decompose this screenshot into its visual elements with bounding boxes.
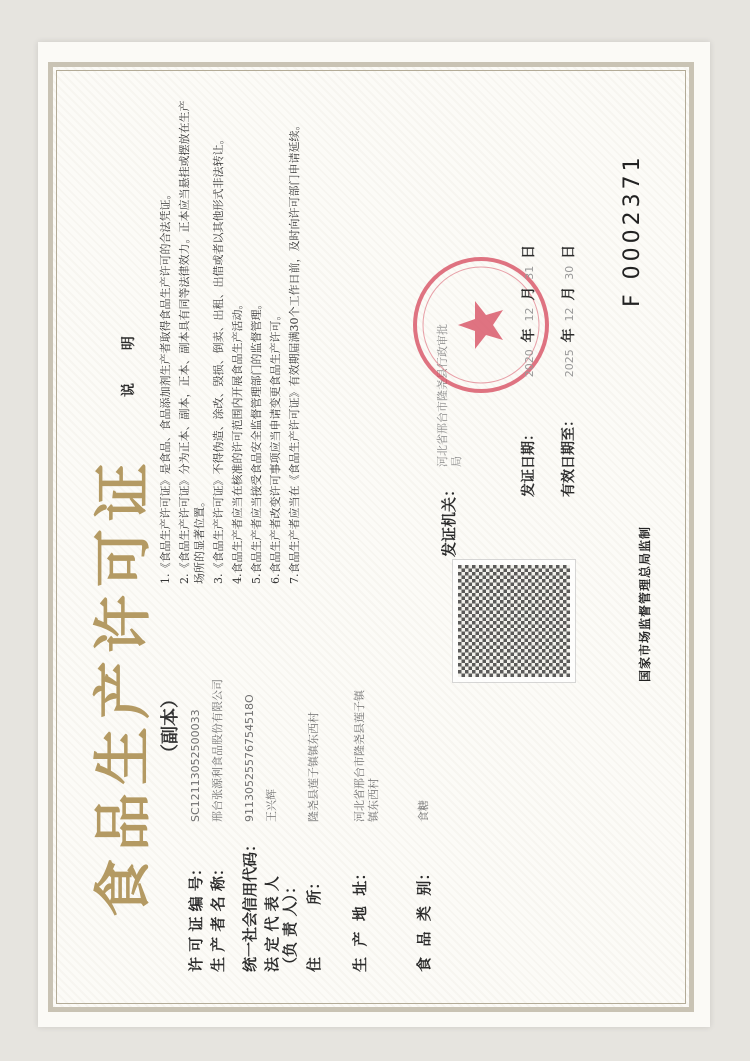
issue-month: 12 xyxy=(523,307,536,322)
issuer-value: 河北省邢台市隆尧县行政审批局 xyxy=(436,324,463,467)
qr-code xyxy=(453,560,575,682)
day-unit: 日 xyxy=(521,244,537,259)
field-value: 邢台张源利食品股份有限公司 xyxy=(211,679,224,822)
field-value: 王兴辉 xyxy=(265,789,278,822)
valid-date-row xyxy=(558,243,578,497)
field-label: 统一社会信用代码： xyxy=(241,836,259,972)
issue-year: 2020 xyxy=(523,349,536,378)
year-unit: 年 xyxy=(521,328,537,343)
field-label: 住 所： xyxy=(305,874,323,972)
issuer-label: 发证机关： xyxy=(440,481,458,557)
issue-date-label: 发证日期： xyxy=(521,427,537,497)
field-value: 食糖 xyxy=(417,800,430,822)
valid-month: 12 xyxy=(563,307,576,322)
certificate-frame xyxy=(48,62,694,1012)
month-unit: 月 xyxy=(561,286,577,301)
notes-title: 说 明 xyxy=(121,322,137,397)
note-item: 3.《食品生产许可证》不得伪造、涂改、毁损、倒卖、出租、出借或者以其他形式非法转让。 xyxy=(212,133,225,584)
field-label: 生 产 者 名 称： xyxy=(209,861,227,972)
note-item: 5.食品生产者应当接受食品安全监督管理部门的监督管理。 xyxy=(250,298,263,584)
valid-date-label: 有效日期至： xyxy=(561,413,577,497)
note-item: 4.食品生产者应当在核准的许可范围内开展食品生产活动。 xyxy=(231,298,244,584)
note-item: 2.《食品生产许可证》分为正本、副本，正本、副本具有同等法律效力。正本应当悬挂或摆放在生产场所的显著位置。 xyxy=(178,100,206,584)
issuing-authority-footer: 国家市场监督管理总局监制 xyxy=(638,525,652,682)
month-unit: 月 xyxy=(521,286,537,301)
field-label: 生 产 地 址： xyxy=(351,865,369,972)
day-unit: 日 xyxy=(561,244,577,259)
notes-list xyxy=(158,94,306,584)
certificate-title: 食品生产许可证 xyxy=(89,454,157,917)
issue-day: 31 xyxy=(523,265,536,280)
field-value: 91130525576754518O xyxy=(243,694,256,822)
valid-day: 30 xyxy=(563,265,576,280)
certificate-subtitle: （副本） xyxy=(160,690,181,762)
note-item: 6.食品生产者改变许可事项应当申请变更食品生产许可。 xyxy=(269,309,282,584)
field-label: 许 可 证 编 号： xyxy=(187,861,205,972)
note-item: 7.食品生产者应当在《食品生产许可证》有效期届满30个工作日前，及时向许可部门申请延续。 xyxy=(288,119,301,584)
field-value: 隆尧县莲子镇镇东西村 xyxy=(307,712,320,822)
issue-date-row xyxy=(518,243,538,497)
certificate-content xyxy=(48,62,694,1012)
field-value: 河北省邢台市隆尧县莲子镇镇东西村 xyxy=(353,690,380,822)
valid-year: 2025 xyxy=(563,349,576,378)
year-unit: 年 xyxy=(561,328,577,343)
field-label: 食 品 类 别： xyxy=(415,865,433,972)
note-item: 1.《食品生产许可证》是食品、食品添加剂生产者取得食品生产许可的合法凭证。 xyxy=(159,188,172,584)
field-label: 法 定 代 表 人 （负 责 人）： xyxy=(263,876,299,972)
field-value: SC12113052500033 xyxy=(189,709,202,822)
serial-number: F 0002371 xyxy=(620,153,645,307)
